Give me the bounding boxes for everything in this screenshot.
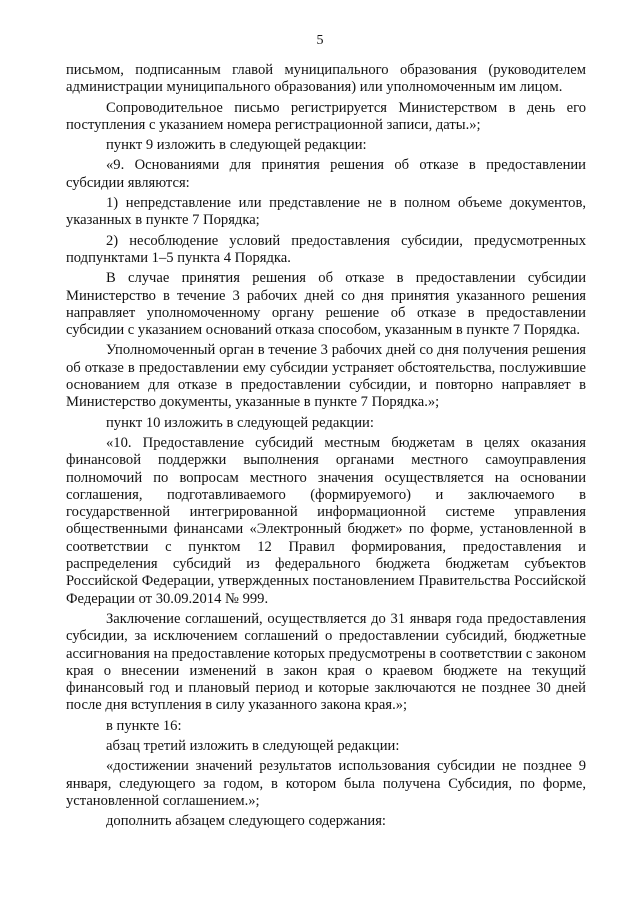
paragraph: Сопроводительное письмо регистрируется Министерством в день его поступления с указанием номера регистрационной записи, даты.»; [66,99,586,133]
paragraph: Уполномоченный орган в течение 3 рабочих дней со дня получения решения об отказе в предоставлении ему субсидии устраняет обстоятельства, послужившие основанием для отказе в предоставлении субсидии, и повторно направляет в Министерство документы, указанные в пункте 7 Порядка.»; [66,342,586,411]
paragraph: в пункте 16: [106,717,182,734]
paragraph: «достижении значений результатов использования субсидии не позднее 9 января, следующего за годом, в котором была получена Субсидия, по форме, установленной соглашением.»; [66,758,586,809]
page-number: 5 [316,33,324,48]
paragraph: 2) несоблюдение условий предоставления субсидии, предусмотренных подпунктами 1–5 пункта 4 Порядка. [66,232,586,266]
document-body [66,62,586,833]
paragraph: Заключение соглашений, осуществляется до 31 января года предоставления субсидии, за исключением соглашений о предоставлении субсидий, бюджетные ассигнования на предоставление которых предусмотрены в соответствии с законом края о внесении изменений в закон края о краевом бюджете на текущий финансовый год и плановый период и которые заключаются не позднее 30 дней после дня вступления в силу указанного закона края.»; [66,610,586,714]
paragraph: абзац третий изложить в следующей редакции: [106,737,400,754]
paragraph: В случае принятия решения об отказе в предоставлении субсидии Министерство в течение 3 рабочих дней со дня принятия указанного решения направляет уполномоченному органу решение об отказе в предоставлении субсидии с указанием оснований отказа способом, указанным в пункте 7 Порядка. [66,270,586,339]
paragraph: пункт 10 изложить в следующей редакции: [106,414,374,431]
paragraph: письмом, подписанным главой муниципального образования (руководителем администрации муниципального образования) или уполномоченным им лицом. [66,62,586,96]
paragraph: «10. Предоставление субсидий местным бюджетам в целях оказания финансовой поддержки выполнения органами местного самоуправления полномочий по вопросам местного значения осуществляется на основании соглашения, подготавливаемого (формируемого) и заключаемого в государственной интегрированной информационной системе управления общественными финансами «Электронный бюджет» по форме, установленной в соответствии с пунктом 12 Правил формирования, предоставления и распределения субсидий из федерального бюджета бюджетам субъектов Российской Федерации, утвержденных постановлением Правительства Российской Федерации от 30.09.2014 № 999. [66,434,586,607]
paragraph: пункт 9 изложить в следующей редакции: [106,137,367,154]
paragraph: «9. Основаниями для принятия решения об отказе в предоставлении субсидии являются: [66,157,586,191]
paragraph: дополнить абзацем следующего содержания: [106,813,386,830]
paragraph: 1) непредставление или представление не в полном объеме документов, указанных в пункте 7 Порядка; [66,195,586,229]
